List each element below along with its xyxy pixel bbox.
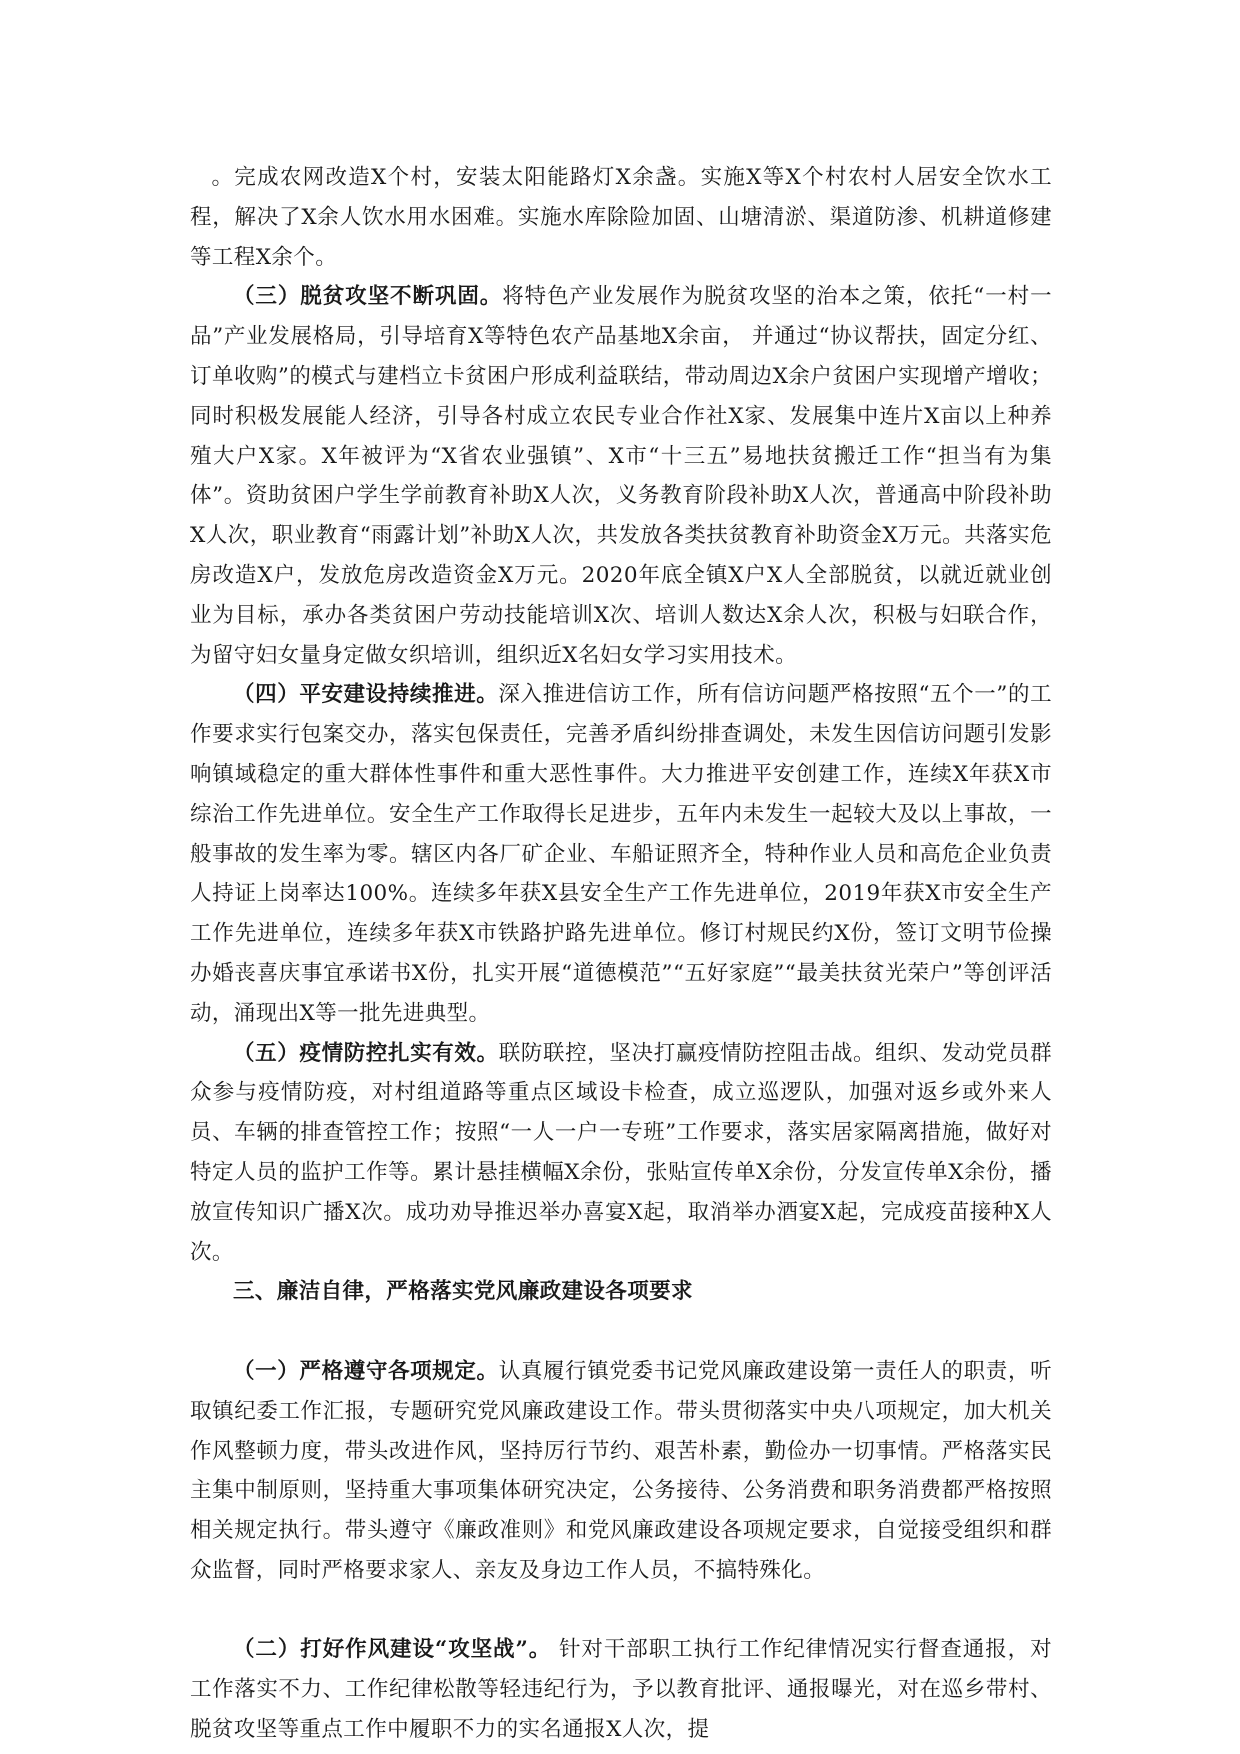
paragraph-text: 深入推进信访工作，所有信访问题严格按照“五个一”的工作要求实行包案交办，落实包保责任，完善矛盾纠纷排查调处，未发生因信访问题引发影响镇域稳定的重大群体性事件和重大恶性事件。大力推进平安创建工作，连续X年获X市综治工作先进单位。安全生产工作取得长足进步，五年内未发生一起较大及以上事故，一般事故的发生率为零。辖区内各厂矿企业、车船证照齐全，特种作业人员和高危企业负责人持证上岗率达100%。连续多年获X县安全生产工作先进单位，2019年获X市安全生产工作先进单位，连续多年获X市铁路护路先进单位。修订村规民约X份，签订文明节俭操办婚丧喜庆事宜承诺书X份，扎实开展“道德模范”“五好家庭”“最美扶贫光荣户”等创评活动，涌现出X等一批先进典型。: [190, 682, 1052, 1026]
paragraph-text: 将特色产业发展作为脱贫攻坚的治本之策，依托“一村一品”产业发展格局，引导培育X等特色农产品基地X余亩， 并通过“协议帮扶，固定分红、订单收购”的模式与建档立卡贫困户形成利益联结，带动周边X余户贫困户实现增产增收；同时积极发展能人经济，引导各村成立农民专业合作社X家、发展集中连片X亩以上种养殖大户X家。X年被评为“X省农业强镇”、X市“十三五”易地扶贫搬迁工作“担当有为集体”。资助贫困户学生学前教育补助X人次，义务教育阶段补助X人次，普通高中阶段补助X人次，职业教育“雨露计划”补助X人次，共发放各类扶贫教育补助资金X万元。共落实危房改造X户，发放危房改造资金X万元。2020年底全镇X户X人全部脱贫，以就近就业创业为目标，承办各类贫困户劳动技能培训X次、培训人数达X余人次，积极与妇联合作，为留守妇女量身定做女织培训，组织近X名妇女学习实用技术。: [190, 284, 1052, 668]
paragraph-work-style: [190, 1630, 1052, 1749]
paragraph-lead: （三）脱贫攻坚不断巩固。: [233, 284, 503, 310]
paragraph-safety-construction: [190, 675, 1052, 1033]
paragraph-poverty-alleviation: [190, 277, 1052, 675]
paragraph-continuation: [190, 158, 1052, 277]
paragraph-lead: （一）严格遵守各项规定。: [233, 1358, 499, 1384]
document-body: [190, 158, 1052, 1750]
section-heading: 三、廉洁自律，严格落实党风廉政建设各项要求: [233, 1279, 693, 1305]
paragraph-lead: （二）打好作风建设“攻坚战”。: [233, 1637, 552, 1663]
blank-line: [190, 1591, 1052, 1631]
blank-line: [190, 1312, 1052, 1352]
paragraph-text: 联防联控，坚决打赢疫情防控阻击战。组织、发动党员群众参与疫情防疫，对村组道路等重点区域设卡检查，成立巡逻队，加强对返乡或外来人员、车辆的排查管控工作；按照“一人一户一专班”工作要求，落实居家隔离措施，做好对特定人员的监护工作等。累计悬挂横幅X余份，张贴宣传单X余份，分发宣传单X余份，播放宣传知识广播X次。成功劝导推迟举办喜宴X起，取消举办酒宴X起，完成疫苗接种X人次。: [190, 1040, 1052, 1265]
paragraph-regulations: [190, 1352, 1052, 1591]
paragraph-text: 。完成农网改造X个村，安装太阳能路灯X余盏。实施X等X个村农村人居安全饮水工程，解决了X余人饮水用水困难。实施水库除险加固、山塘清淤、渠道防渗、机耕道修建等工程X余个。: [190, 165, 1052, 270]
paragraph-epidemic-control: [190, 1034, 1052, 1273]
paragraph-lead: （五）疫情防控扎实有效。: [233, 1040, 499, 1066]
paragraph-lead: （四）平安建设持续推进。: [233, 682, 499, 708]
paragraph-text: 针对干部职工执行工作纪律情况实行督查通报，对工作落实不力、工作纪律松散等轻违纪行为，予以教育批评、通报曝光，对在巡乡带村、脱贫攻坚等重点工作中履职不力的实名通报X人次，提: [190, 1637, 1052, 1743]
paragraph-text: 认真履行镇党委书记党风廉政建设第一责任人的职责，听取镇纪委工作汇报，专题研究党风廉政建设工作。带头贯彻落实中央八项规定，加大机关作风整顿力度，带头改进作风，坚持厉行节约、艰苦朴素，勤俭办一切事情。严格落实民主集中制原则，坚持重大事项集体研究决定，公务接待、公务消费和职务消费都严格按照相关规定执行。带头遵守《廉政准则》和党风廉政建设各项规定要求，自觉接受组织和群众监督，同时严格要求家人、亲友及身边工作人员，不搞特殊化。: [190, 1358, 1052, 1583]
